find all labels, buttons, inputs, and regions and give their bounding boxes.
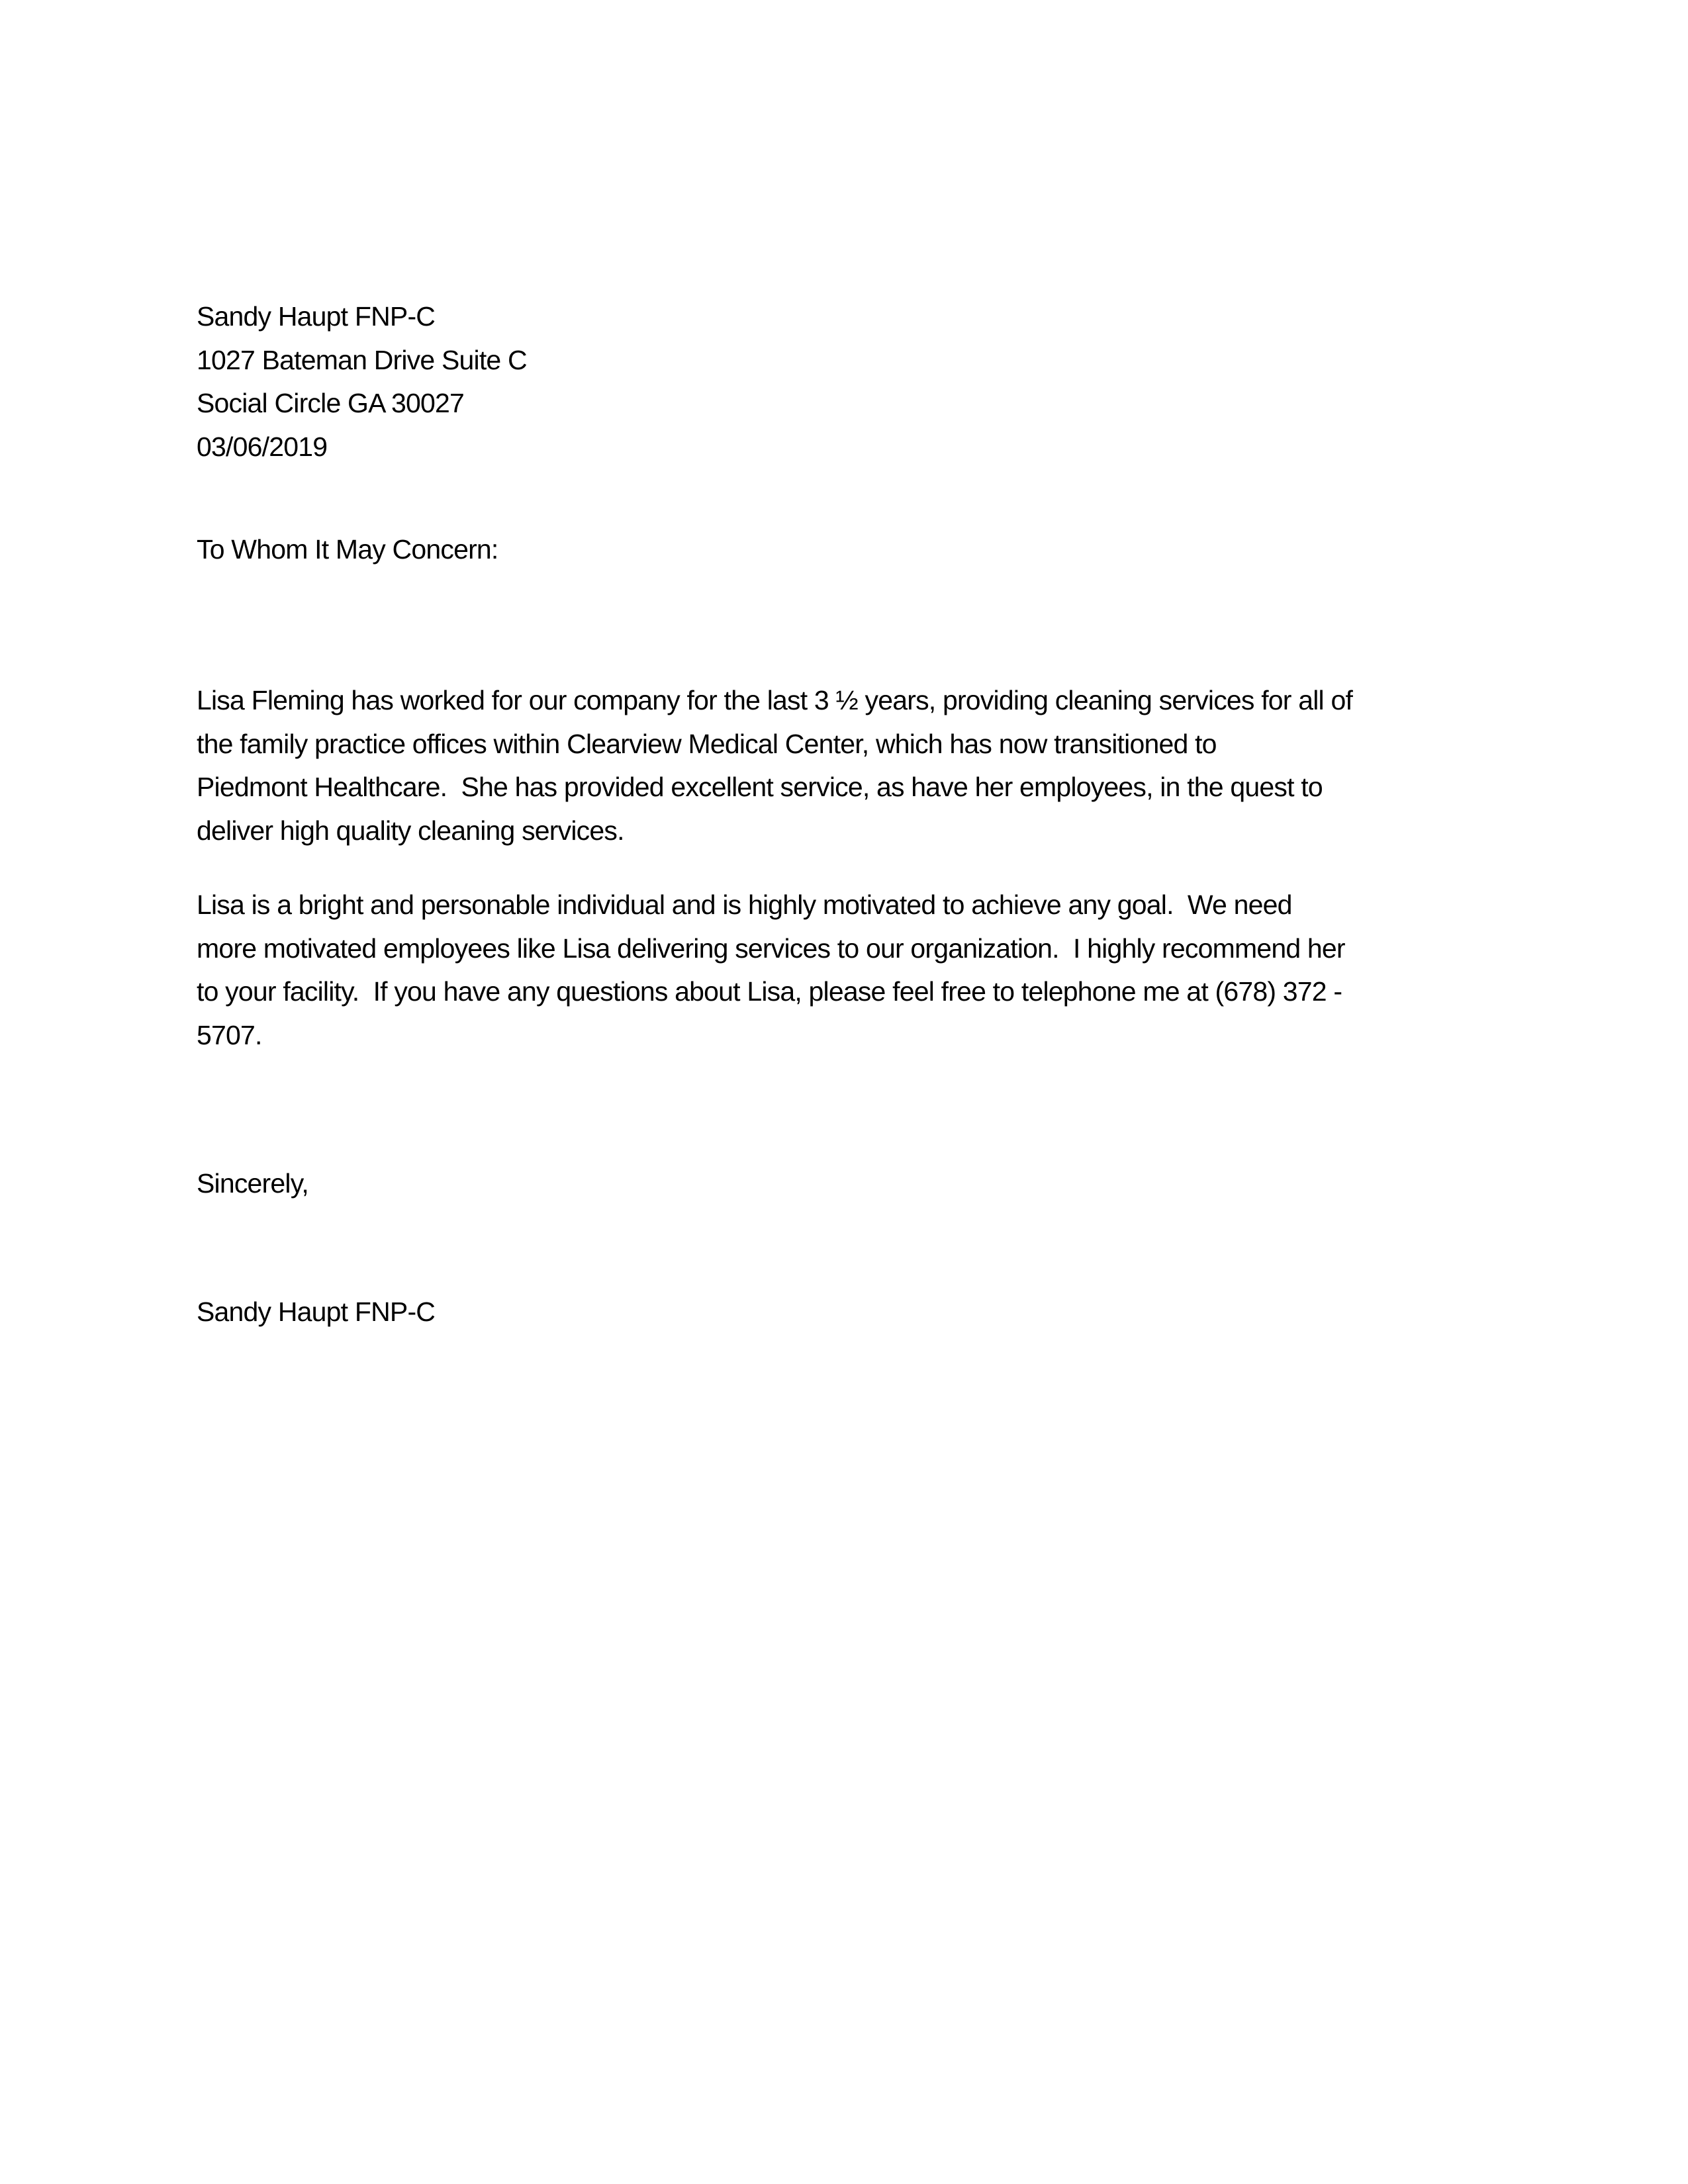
letter-date: 03/06/2019 [197, 431, 328, 462]
signature [197, 1291, 1523, 1334]
sender-block [197, 295, 1523, 469]
salutation-text: To Whom It May Concern: [197, 534, 498, 565]
body-line: more motivated employees like Lisa delivering services to our organization. I highly recommend her [197, 933, 1345, 964]
sender-city-state-zip: Social Circle GA 30027 [197, 388, 465, 419]
sender-name: Sandy Haupt FNP-C [197, 301, 436, 332]
body-line: deliver high quality cleaning services. [197, 815, 624, 846]
body-line: to your facility. If you have any questions about Lisa, please feel free to telephone me at (678) 372 - [197, 976, 1342, 1007]
body-line: 5707. [197, 1019, 262, 1050]
sender-street: 1027 Bateman Drive Suite C [197, 344, 527, 375]
salutation [197, 528, 1523, 572]
body-paragraph-1 [197, 679, 1523, 852]
closing-text: Sincerely, [197, 1168, 308, 1199]
closing [197, 1162, 1523, 1206]
body-line: the family practice offices within Clearview Medical Center, which has now transitioned to [197, 728, 1217, 759]
body-line: Lisa is a bright and personable individual and is highly motivated to achieve any goal. We need [197, 889, 1292, 920]
body-line: Lisa Fleming has worked for our company for the last 3 ½ years, providing cleaning services for all of [197, 685, 1353, 715]
signature-name: Sandy Haupt FNP-C [197, 1297, 436, 1327]
body-line: Piedmont Healthcare. She has provided excellent service, as have her employees, in the quest to [197, 772, 1323, 803]
body-paragraph-2 [197, 884, 1523, 1057]
